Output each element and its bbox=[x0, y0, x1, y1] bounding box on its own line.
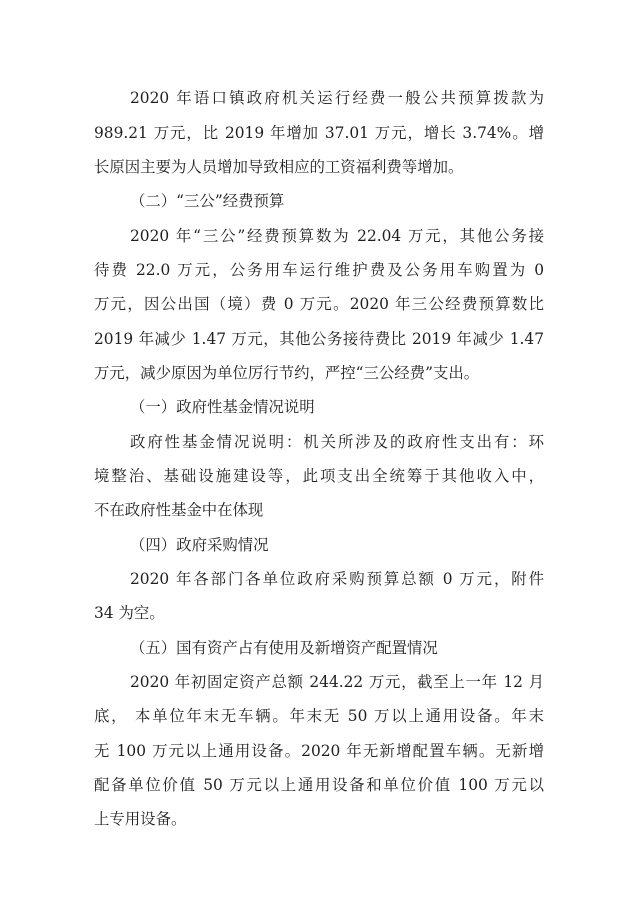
text-line: 政府性基金情况说明：机关所涉及的政府性支出有：环 bbox=[130, 433, 544, 451]
text-line: 长原因主要为人员增加导致相应的工资福利费等增加。 bbox=[94, 158, 464, 176]
text-line: 境整治、基础设施建设等，此项支出全统筹于其他收入中， bbox=[94, 467, 544, 485]
text-line: 底， 本单位年末无车辆。年末无 50 万以上通用设备。年末 bbox=[94, 707, 544, 725]
text-line: 989.21 万元，比 2019 年增加 37.01 万元，增长 3.74%。增 bbox=[94, 124, 544, 142]
section-heading: （一）政府性基金情况说明 bbox=[130, 398, 315, 416]
text-line: 不在政府性基金中在体现 bbox=[94, 501, 264, 519]
text-line: 万元，因公出国（境）费 0 万元。2020 年三公经费预算数比 bbox=[94, 295, 544, 313]
text-line: 待费 22.0 万元，公务用车运行维护费及公务用车购置为 0 bbox=[94, 261, 544, 279]
text-line: 万元，减少原因为单位厉行节约，严控“三公经费”支出。 bbox=[94, 364, 480, 382]
text-line: 34 为空。 bbox=[94, 604, 165, 622]
text-line: 2020 年“三公”经费预算数为 22.04 万元，其他公务接 bbox=[130, 227, 544, 245]
text-line: 无 100 万元以上通用设备。2020 年无新增配置车辆。无新增 bbox=[94, 742, 544, 760]
text-line: 2020 年语口镇政府机关运行经费一般公共预算拨款为 bbox=[130, 89, 544, 107]
text-line: 2020 年初固定资产总额 244.22 万元，截至上一年 12 月 bbox=[130, 673, 544, 691]
text-line: 配备单位价值 50 万元以上通用设备和单位价值 100 万元以 bbox=[94, 776, 544, 794]
text-line: 上专用设备。 bbox=[94, 810, 187, 828]
section-heading: （五）国有资产占有使用及新增资产配置情况 bbox=[130, 639, 438, 657]
section-heading: （四）政府采购情况 bbox=[130, 536, 269, 554]
text-line: 2019 年减少 1.47 万元，其他公务接待费比 2019 年减少 1.47 bbox=[94, 330, 544, 348]
text-line: 2020 年各部门各单位政府采购预算总额 0 万元，附件 bbox=[130, 570, 544, 588]
section-heading: （二）“三公”经费预算 bbox=[130, 192, 285, 210]
